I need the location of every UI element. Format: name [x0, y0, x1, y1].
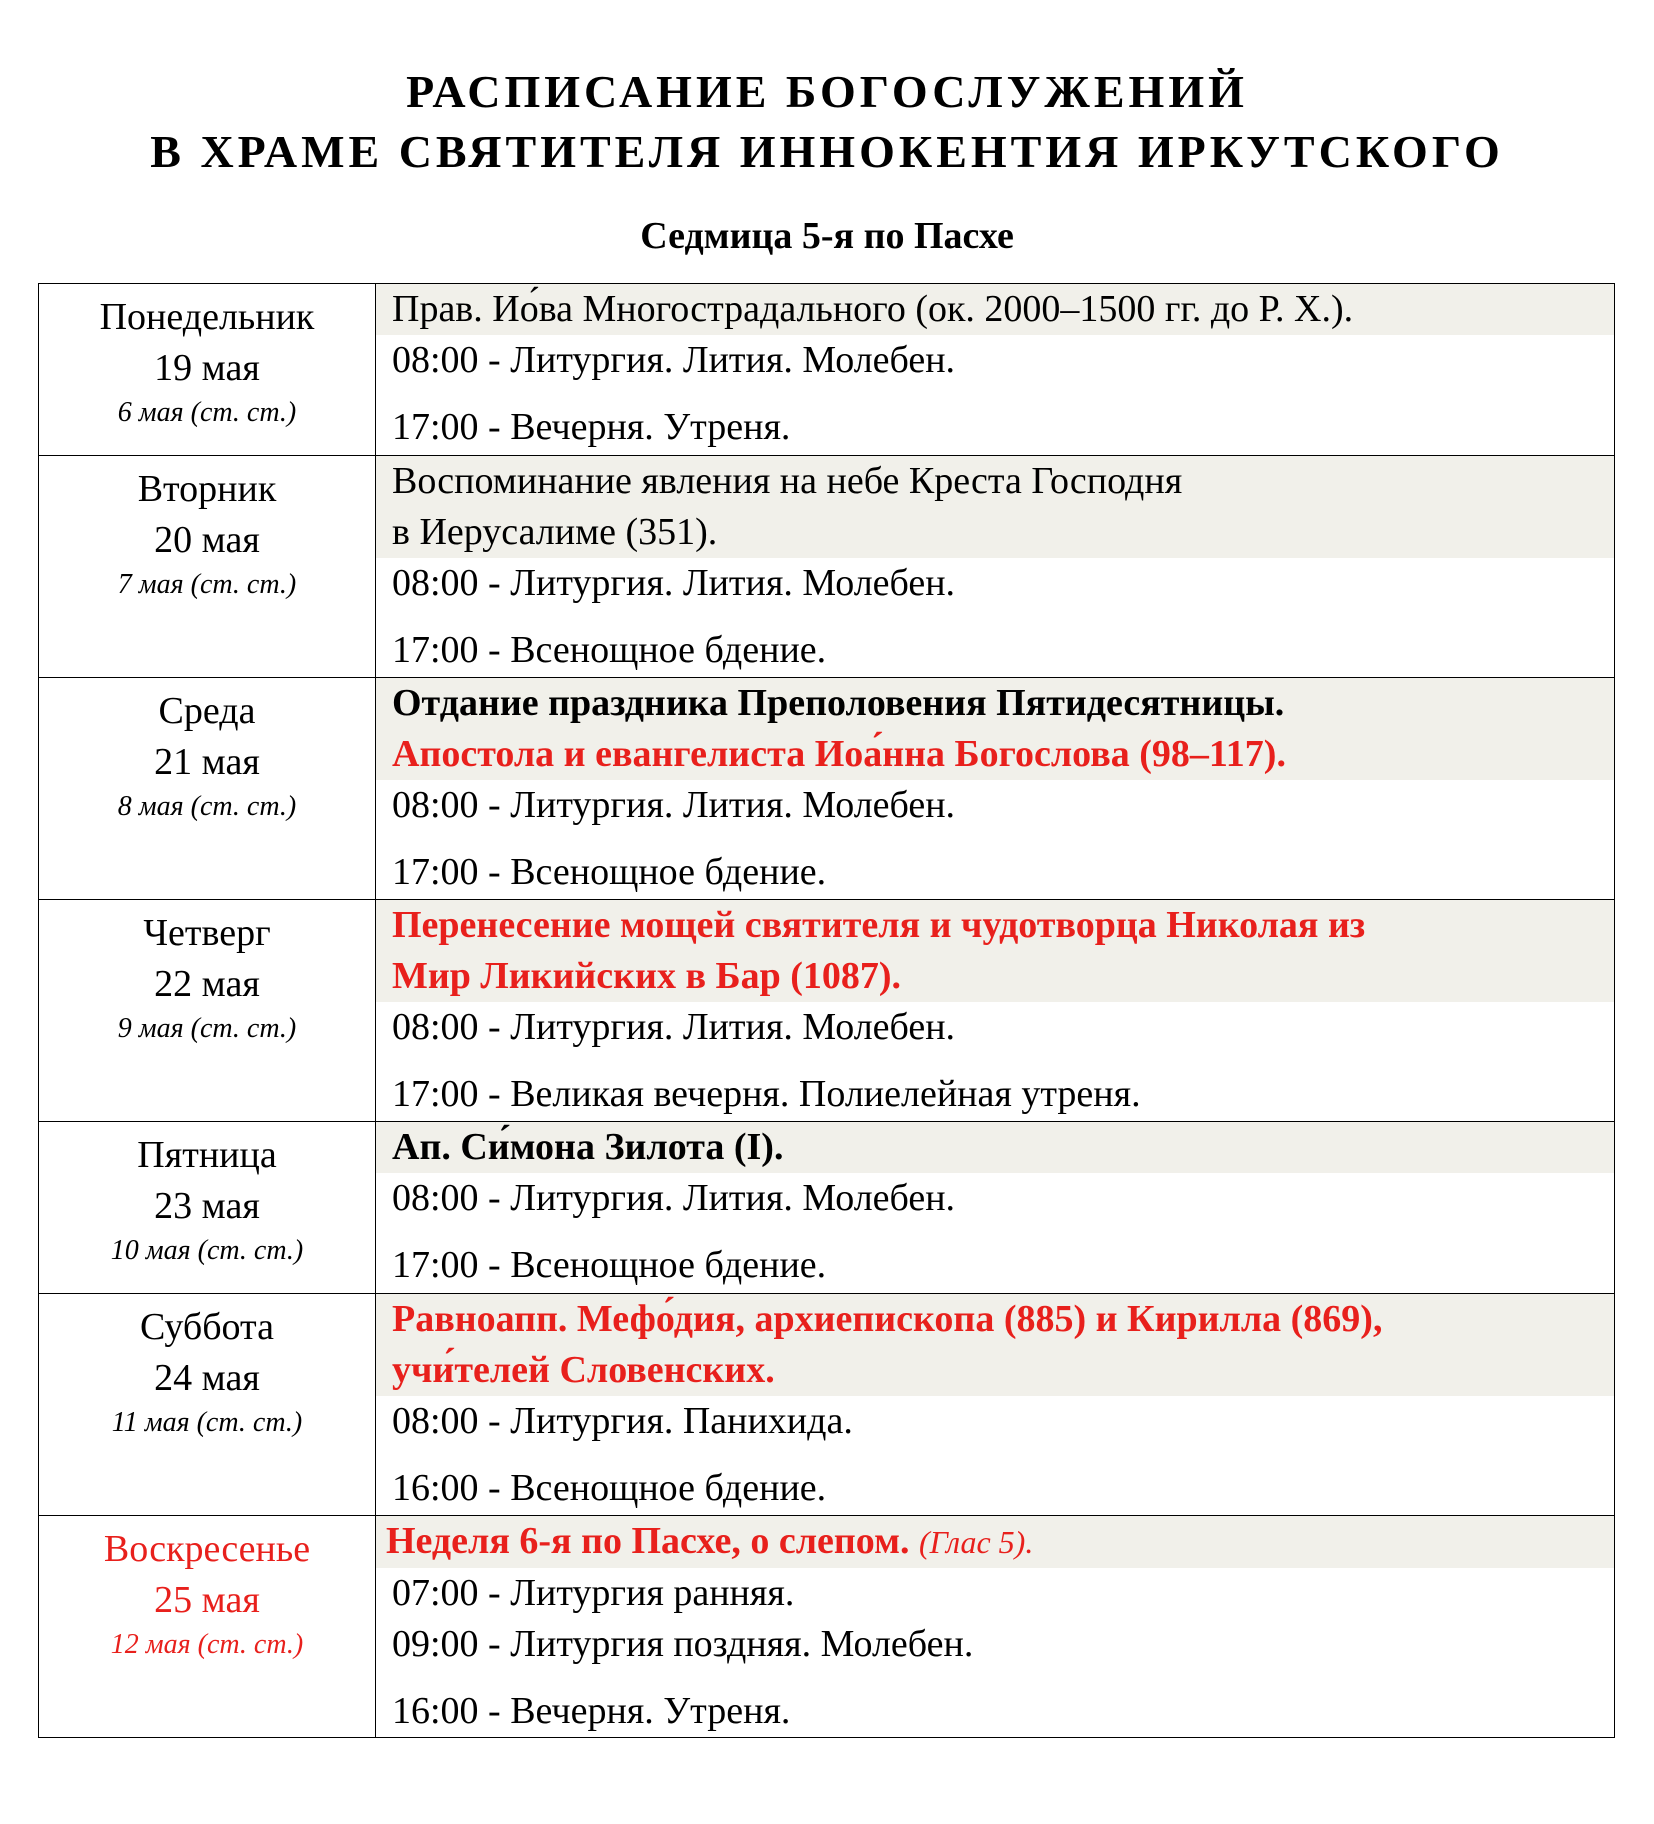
day-date: 19 мая	[154, 347, 260, 389]
service-item: 08:00 - Литургия. Лития. Молебен.	[392, 784, 956, 826]
title-line-2: В ХРАМЕ СВЯТИТЕЛЯ ИННОКЕНТИЯ ИРКУТСКОГО	[150, 126, 1504, 177]
day-name: Среда	[158, 690, 256, 732]
schedule-table	[38, 283, 1615, 1738]
service-item: 08:00 - Литургия. Лития. Молебен.	[392, 562, 956, 604]
feast-name: Неделя 6-я по Пасхе, о слепом.	[386, 1520, 910, 1562]
service-item: 17:00 - Всенощное бдение.	[392, 629, 827, 671]
feast-title	[376, 1122, 1614, 1173]
day-row-thursday	[39, 900, 1615, 1122]
page-title	[0, 62, 1654, 182]
day-name: Пятница	[137, 1134, 277, 1176]
service-item: 16:00 - Всенощное бдение.	[392, 1467, 827, 1509]
day-cell	[39, 1516, 376, 1738]
services-cell	[376, 284, 1615, 456]
day-name: Воскресенье	[103, 1528, 311, 1570]
service-item: 08:00 - Литургия. Лития. Молебен.	[392, 1177, 956, 1219]
feast-line: учи́телей Словенских.	[392, 1349, 775, 1391]
day-date: 25 мая	[154, 1579, 260, 1621]
day-old-style-date: 7 мая (ст. ст.)	[117, 569, 297, 600]
day-date: 22 мая	[154, 963, 260, 1005]
feast-line-major: Апостола и евангелиста Иоа́нна Богослова (98–117).	[392, 733, 1286, 775]
services-cell	[376, 900, 1615, 1122]
feast-title	[376, 456, 1614, 558]
feast-line: Перенесение мощей святителя и чудотворца Николая из	[392, 904, 1366, 946]
feast-line: Отдание праздника Преполовения Пятидесятницы.	[392, 682, 1285, 724]
day-date: 20 мая	[154, 519, 260, 561]
service-item: 07:00 - Литургия ранняя.	[392, 1572, 795, 1614]
feast-line: Ап. Си́мона Зилота (I).	[392, 1126, 784, 1168]
day-cell	[39, 456, 376, 678]
week-subtitle: Седмица 5-я по Пасхе	[640, 215, 1014, 257]
feast-title	[376, 1294, 1614, 1396]
service-item: 17:00 - Всенощное бдение.	[392, 1244, 827, 1286]
day-row-wednesday	[39, 678, 1615, 900]
service-item: 17:00 - Всенощное бдение.	[392, 851, 827, 893]
feast-title	[376, 1516, 1614, 1568]
services-cell	[376, 456, 1615, 678]
day-old-style-date: 10 мая (ст. ст.)	[110, 1235, 304, 1266]
feast-line: в Иерусалиме (351).	[392, 511, 718, 553]
day-cell	[39, 678, 376, 900]
day-date: 24 мая	[154, 1357, 260, 1399]
service-item: 16:00 - Вечерня. Утреня.	[392, 1690, 791, 1732]
feast-line: Равноапп. Мефо́дия, архиепископа (885) и Кирилла (869),	[392, 1298, 1383, 1340]
tone-label: (Глас 5).	[918, 1524, 1034, 1560]
day-old-style-date: 6 мая (ст. ст.)	[117, 397, 297, 428]
day-row-monday	[39, 284, 1615, 456]
day-name: Четверг	[143, 912, 271, 954]
service-item: 17:00 - Великая вечерня. Полиелейная утреня.	[392, 1073, 1141, 1115]
day-name: Понедельник	[99, 296, 315, 338]
service-item: 08:00 - Литургия. Лития. Молебен.	[392, 339, 956, 381]
day-row-saturday	[39, 1294, 1615, 1516]
day-cell	[39, 1294, 376, 1516]
feast-title	[376, 284, 1614, 335]
service-item: 09:00 - Литургия поздняя. Молебен.	[392, 1623, 974, 1665]
feast-line: Прав. Ио́ва Многострадального (ок. 2000–1500 гг. до Р. Х.).	[392, 288, 1354, 330]
day-cell	[39, 1122, 376, 1294]
day-row-sunday	[39, 1516, 1615, 1738]
day-old-style-date: 12 мая (ст. ст.)	[110, 1629, 304, 1660]
day-date: 23 мая	[154, 1185, 260, 1227]
services-cell	[376, 1122, 1615, 1294]
feast-line: Мир Ликийских в Бар (1087).	[392, 955, 902, 997]
day-name: Суббота	[139, 1306, 274, 1348]
feast-line	[386, 1516, 1598, 1568]
day-old-style-date: 11 мая (ст. ст.)	[111, 1407, 303, 1438]
day-row-tuesday	[39, 456, 1615, 678]
feast-line: Воспоминание явления на небе Креста Господня	[392, 460, 1183, 502]
day-old-style-date: 8 мая (ст. ст.)	[117, 791, 297, 822]
feast-title	[376, 900, 1614, 1002]
day-row-friday	[39, 1122, 1615, 1294]
services-cell	[376, 1294, 1615, 1516]
service-item: 17:00 - Вечерня. Утреня.	[392, 406, 791, 448]
day-old-style-date: 9 мая (ст. ст.)	[117, 1013, 297, 1044]
day-date: 21 мая	[154, 741, 260, 783]
services-cell	[376, 678, 1615, 900]
service-item: 08:00 - Литургия. Лития. Молебен.	[392, 1006, 956, 1048]
feast-title	[376, 678, 1614, 780]
day-name: Вторник	[137, 468, 277, 510]
day-cell	[39, 284, 376, 456]
services-cell	[376, 1516, 1615, 1738]
day-cell	[39, 900, 376, 1122]
title-line-1: РАСПИСАНИЕ БОГОСЛУЖЕНИЙ	[406, 66, 1248, 117]
service-item: 08:00 - Литургия. Панихида.	[392, 1400, 853, 1442]
